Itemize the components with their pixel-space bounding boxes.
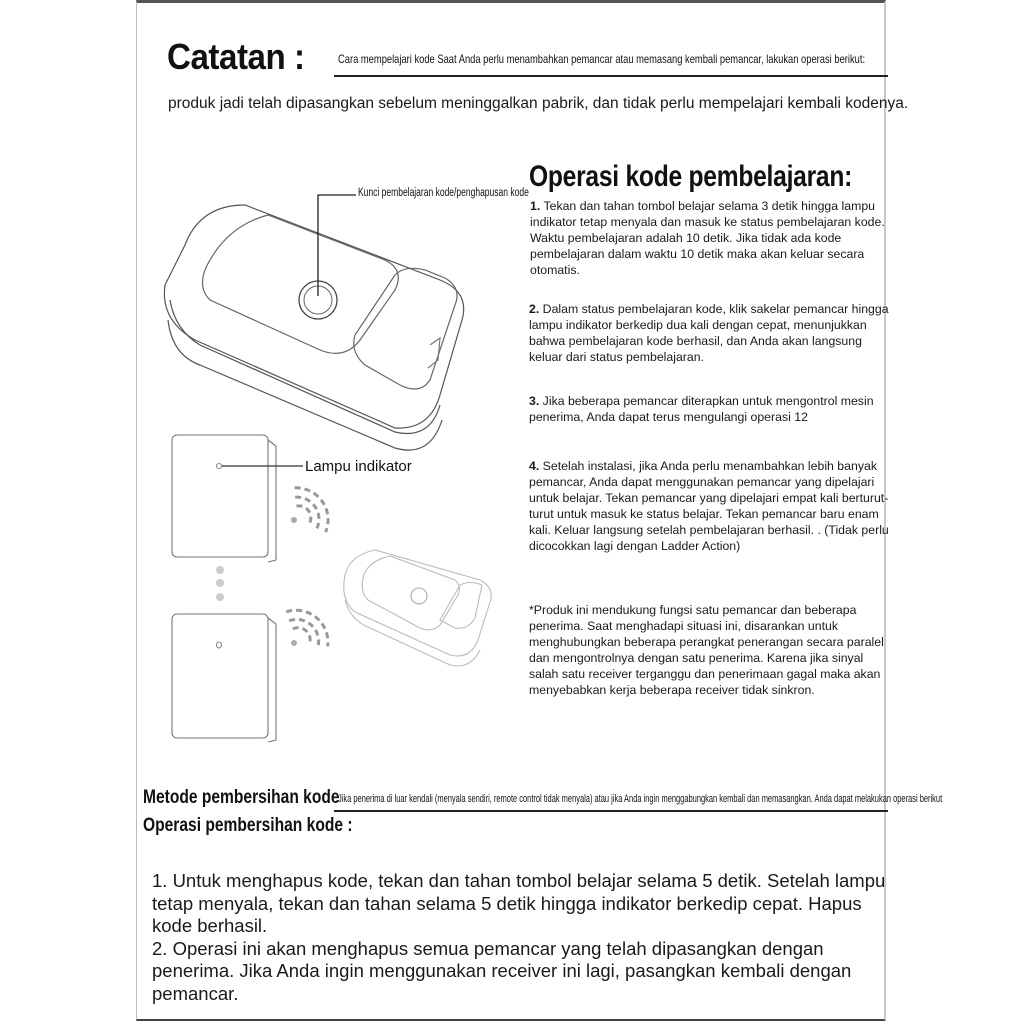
- learning-step: [529, 393, 889, 425]
- cleaning-method-title: Metode pembersihan kode: [143, 787, 340, 808]
- signal-waves-icon-bottom: [286, 600, 337, 646]
- receiver-device-large: [164, 205, 463, 450]
- signal-waves-icon-top: [291, 479, 338, 532]
- step-text: Dalam status pembelajaran kode, klik sakelar pemancar hingga lampu indikator berkedip dua kali dengan cepat, menunjukkan bahwa pembelajaran kode berhasil, dan Anda akan langsung keluar dari status pembelajaran.: [529, 302, 889, 364]
- learning-footnote: *Produk ini mendukung fungsi satu pemancar dan beberapa penerima. Saat menghadapi situasi ini, disarankan untuk menghubungkan beberapa perangkat penerangan secara paralel dan mengontrolnya dengan satu penerima. Karena jika sinyal salah satu receiver terganggu dan penerimaan gagal maka akan menyebabkan kerja beberapa receiver tidak sinkron.: [529, 603, 884, 697]
- step-number: 1.: [530, 199, 541, 213]
- cleaning-step: 1. Untuk menghapus kode, tekan dan tahan tombol belajar selama 5 detik. Setelah lampu tetap menyala, tekan dan tahan selama 5 detik hingga indikator berkedip cepat. Hapus kode berhasil.: [152, 870, 886, 936]
- note-subtext: produk jadi telah dipasangkan sebelum meninggalkan pabrik, dan tidak perlu mempelajari kembali kodenya.: [168, 95, 909, 112]
- step-number: 3.: [529, 394, 540, 408]
- divider: [334, 75, 888, 77]
- learning-step: [530, 198, 890, 278]
- step-number: 4.: [529, 459, 540, 473]
- step-text: Tekan dan tahan tombol belajar selama 3 detik hingga lampu indikator tetap menyala dan masuk ke status pembelajaran kode. Waktu pembelajaran adalah 10 detik. Jika tidak ada kode pembelajaran dalam waktu 10 detik maka akan keluar secara otomatis.: [530, 199, 885, 277]
- learning-step: [529, 458, 889, 554]
- wall-switch-bottom: [172, 614, 276, 742]
- divider: [334, 810, 888, 812]
- step-number: 2.: [529, 302, 540, 316]
- cleaning-operation-title: Operasi pembersihan kode :: [143, 815, 353, 836]
- wall-switch-top: [172, 435, 276, 562]
- step-text: Setelah instalasi, jika Anda perlu menambahkan lebih banyak pemancar, Anda dapat menggunakan pemancar yang dipelajari untuk belajar. Tekan pemancar yang dipelajari empat kali berturut-turut untuk masuk ke status belajar. Tekan pemancar baru enam kali. Keluar langsung setelah pembelajaran berhasil. . (Tidak perlu dicocokkan lagi dengan Ladder Action): [529, 459, 889, 553]
- learning-section-title: Operasi kode pembelajaran:: [529, 160, 853, 193]
- step-text: Jika beberapa pemancar diterapkan untuk mengontrol mesin penerima, Anda dapat terus mengulangi operasi 12: [529, 394, 874, 424]
- note-title: Catatan :: [167, 36, 305, 77]
- cleaning-step: 2. Operasi ini akan menghapus semua pemancar yang telah dipasangkan dengan penerima. Jika Anda ingin menggunakan receiver ini lagi, pasangkan kembali dengan pemancar.: [152, 937, 852, 1004]
- receiver-device-small: [344, 550, 492, 666]
- learn-key-label: Kunci pembelajaran kode/penghapusan kode: [358, 187, 529, 199]
- cleaning-method-description: Jika penerima di luar kendali (menyala sendiri, remote control tidak menyala) atau jika Anda ingin menggabungkan kembali dan memasangkan. Anda dapat melakukan operasi berikut: [338, 793, 943, 805]
- learning-step: [529, 301, 889, 365]
- indicator-lamp-label: Lampu indikator: [305, 458, 412, 475]
- cleaning-steps: [152, 870, 892, 1005]
- dots-icon: [216, 566, 224, 601]
- note-description: Cara mempelajari kode Saat Anda perlu menambahkan pemancar atau memasang kembali pemancar, lakukan operasi berikut:: [338, 52, 866, 66]
